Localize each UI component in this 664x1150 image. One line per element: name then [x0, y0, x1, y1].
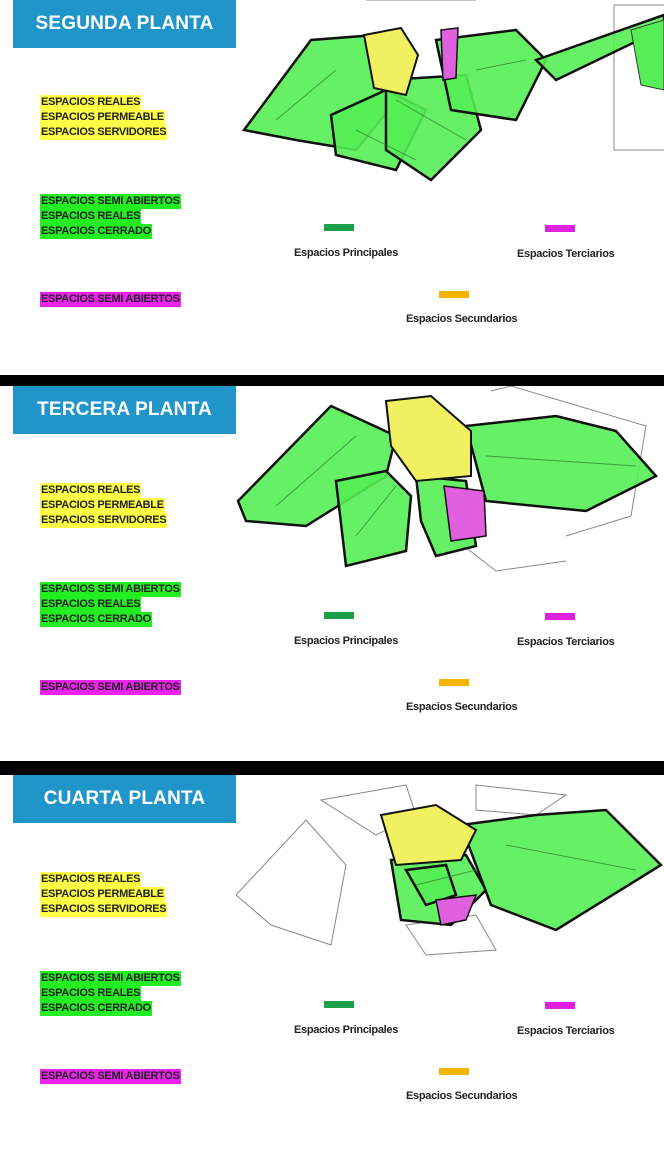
tag-espacios-permeable: ESPACIOS PERMEABLE — [41, 888, 164, 900]
tag-espacios-cerrado: ESPACIOS CERRADO — [41, 1002, 151, 1014]
legend-label-terciarios: Espacios Terciarios — [517, 248, 615, 260]
legend-label-secundarios: Espacios Secundarios — [406, 701, 518, 713]
panel-divider — [0, 761, 664, 775]
legend-swatch-principales — [324, 1001, 354, 1008]
legend-label-terciarios: Espacios Terciarios — [517, 1025, 615, 1037]
floor-plan-segunda — [236, 0, 664, 190]
legend-swatch-terciarios — [545, 225, 575, 232]
tag-espacios-reales: ESPACIOS REALES — [41, 873, 141, 885]
panel-title: SEGUNDA PLANTA — [13, 0, 236, 48]
magenta-tags — [40, 1069, 181, 1084]
magenta-tags — [40, 680, 181, 695]
tag-espacios-servidores: ESPACIOS SERVIDORES — [41, 514, 167, 526]
legend-swatch-principales — [324, 612, 354, 619]
tag-espacios-semi-abiertos: ESPACIOS SEMI ABIERTOS — [41, 195, 180, 207]
yellow-tags — [40, 483, 167, 528]
panel-title: CUARTA PLANTA — [13, 775, 236, 823]
panel-title: TERCERA PLANTA — [13, 386, 236, 434]
legend-label-principales: Espacios Principales — [294, 247, 399, 259]
legend-label-terciarios: Espacios Terciarios — [517, 636, 615, 648]
legend-swatch-secundarios — [439, 291, 469, 298]
green-tags — [40, 582, 181, 627]
yellow-tags — [40, 872, 167, 917]
tag-espacios-semi-abiertos: ESPACIOS SEMI ABIERTOS — [41, 1070, 180, 1082]
legend-swatch-secundarios — [439, 1068, 469, 1075]
tag-espacios-semi-abiertos: ESPACIOS SEMI ABIERTOS — [41, 972, 180, 984]
legend-swatch-terciarios — [545, 1002, 575, 1009]
legend-swatch-secundarios — [439, 679, 469, 686]
tag-espacios-cerrado: ESPACIOS CERRADO — [41, 613, 151, 625]
tag-espacios-permeable: ESPACIOS PERMEABLE — [41, 111, 164, 123]
tag-espacios-servidores: ESPACIOS SERVIDORES — [41, 126, 167, 138]
legend-swatch-principales — [324, 224, 354, 231]
legend-label-principales: Espacios Principales — [294, 635, 399, 647]
green-tags — [40, 194, 181, 239]
tag-espacios-semi-abiertos: ESPACIOS SEMI ABIERTOS — [41, 293, 180, 305]
tag-espacios-permeable: ESPACIOS PERMEABLE — [41, 499, 164, 511]
tag-espacios-reales: ESPACIOS REALES — [41, 96, 141, 108]
green-tags — [40, 971, 181, 1016]
panel-segunda-planta — [0, 0, 664, 375]
panel-cuarta-planta — [0, 775, 664, 1150]
legend-swatch-terciarios — [545, 613, 575, 620]
legend-label-secundarios: Espacios Secundarios — [406, 1090, 518, 1102]
legend-label-secundarios: Espacios Secundarios — [406, 313, 518, 325]
tag-espacios-semi-abiertos: ESPACIOS SEMI ABIERTOS — [41, 583, 180, 595]
tag-espacios-cerrado: ESPACIOS CERRADO — [41, 225, 151, 237]
tag-espacios-reales: ESPACIOS REALES — [41, 598, 141, 610]
tag-espacios-semi-abiertos: ESPACIOS SEMI ABIERTOS — [41, 681, 180, 693]
panel-tercera-planta — [0, 386, 664, 761]
tag-espacios-reales: ESPACIOS REALES — [41, 210, 141, 222]
tag-espacios-reales: ESPACIOS REALES — [41, 484, 141, 496]
magenta-tags — [40, 292, 181, 307]
tag-espacios-servidores: ESPACIOS SERVIDORES — [41, 903, 167, 915]
legend-label-principales: Espacios Principales — [294, 1024, 399, 1036]
panel-divider — [0, 375, 664, 386]
floor-plan-tercera — [236, 386, 664, 576]
tag-espacios-reales: ESPACIOS REALES — [41, 987, 141, 999]
yellow-tags — [40, 95, 167, 140]
floor-plan-cuarta — [236, 775, 664, 965]
